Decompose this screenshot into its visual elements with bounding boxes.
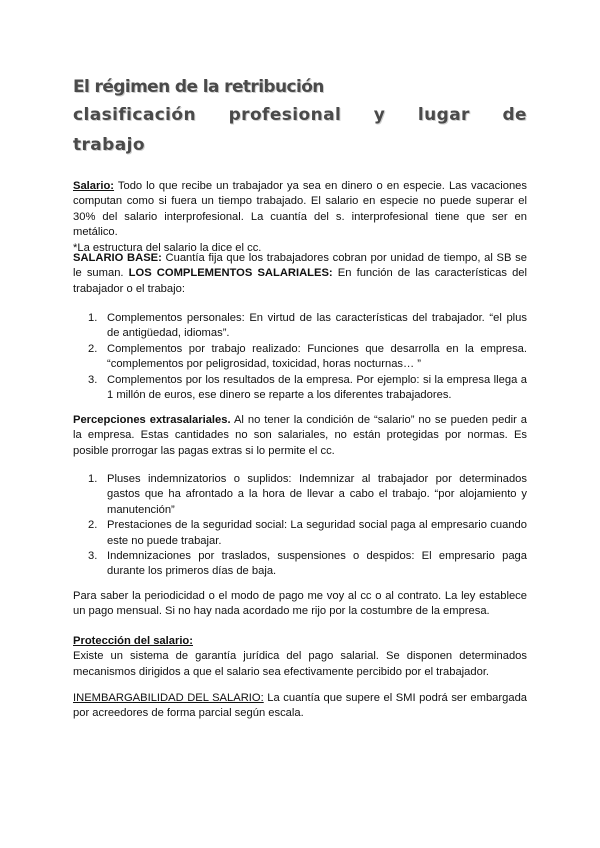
title-line-3: trabajo [73,135,145,155]
proteccion-paragraph [73,634,527,680]
percepciones-list [73,472,527,580]
list-number: 1. [88,312,98,324]
salario-text: Todo lo que recibe un trabajador ya sea en dinero o en especie. Las vacaciones computan como si fuera un tiempo trabajado. El salario en especie no puede superar el 30% del salario interprofesional. La cuantía del s. interprofesional tiene que ser en metálico. [73,180,527,239]
complementos-list [73,311,527,403]
list-item-text: Prestaciones de la seguridad social: La seguridad social paga al empresario cuando este no puede trabajar. [107,519,527,547]
percepciones-text: Al no tener la condición de “salario” no se pueden pedir a la empresa. Estas cantidades no son salariales, no están protegidas por normas. Es posible prorrogar las pagas extras si lo permite el cc. [73,414,527,457]
title-line-2 [73,105,527,125]
list-item-text: Complementos por los resultados de la empresa. Por ejemplo: si la empresa llega a 1 millón de euros, ese dinero se reparte a los diferentes trabajadores. [107,373,527,402]
list-item [73,373,527,404]
complementos-label: LOS COMPLEMENTOS SALARIALES: [128,267,333,280]
title-word: clasificación [73,105,196,125]
salario-base-paragraph [73,251,527,297]
list-number: 3. [88,550,98,563]
list-item [73,549,527,580]
list-number: 1. [88,473,98,485]
list-number: 3. [88,373,98,386]
list-item [73,472,527,518]
proteccion-text: Existe un sistema de garantía jurídica del pago salarial. Se disponen determinados mecanismos dirigidos a que el salario sea efectivamente percibido por el trabajador. [73,650,527,678]
salario-base-text: Cuantía fija que los trabajadores cobran por unidad de tiempo, al SB se le suman. [73,252,527,280]
title-word: profesional [228,105,342,125]
list-item-text: Complementos personales: En virtud de las características del trabajador. “el plus de antigüedad, idiomas”. [107,312,527,340]
percepciones-paragraph [73,413,527,459]
salario-paragraph [73,179,527,256]
list-item-text: Indemnizaciones por traslados, suspensiones o despidos: El empresario paga durante los primeros días de baja. [107,550,527,578]
list-item [73,342,527,373]
inembargabilidad-label: INEMBARGABILIDAD DEL SALARIO: [73,692,264,704]
list-item-text: Complementos por trabajo realizado: Funciones que desarrolla en la empresa. “complementos por peligrosidad, toxicidad, horas nocturnas… ” [107,342,527,371]
list-number: 2. [88,342,98,355]
list-item [73,311,527,342]
complementos-text: En función de las características del trabajador o el trabajo: [73,267,527,295]
inembargabilidad-text: La cuantía que supere el SMI podrá ser embargada por acreedores de forma parcial según escala. [73,692,528,720]
list-number: 2. [88,519,98,532]
title-word: de [502,105,527,125]
salario-note: *La estructura del salario la dice el cc. [73,241,262,254]
periodicidad-paragraph: Para saber la periodicidad o el modo de pago me voy al cc o al contrato. La ley establece un pago mensual. Si no hay nada acordado me rijo por la costumbre de la empresa. [73,590,527,618]
inembargabilidad-paragraph [73,691,527,722]
list-item-text: Pluses indemnizatorios o suplidos: Indemnizar al trabajador por determinados gastos que ha afrontado a la hora de llevar a cabo el trabajo. “por alojamiento y manutención” [107,473,527,516]
title-line-1: El régimen de la retribución [73,77,324,97]
list-item [73,518,527,549]
proteccion-label: Protección del salario: [73,635,193,647]
salario-base-label: SALARIO BASE: [73,252,162,264]
percepciones-label: Percepciones extrasalariales. [73,414,231,426]
title-word: y [373,105,386,125]
salario-label: Salario: [73,180,115,192]
title-word: lugar [417,105,470,125]
